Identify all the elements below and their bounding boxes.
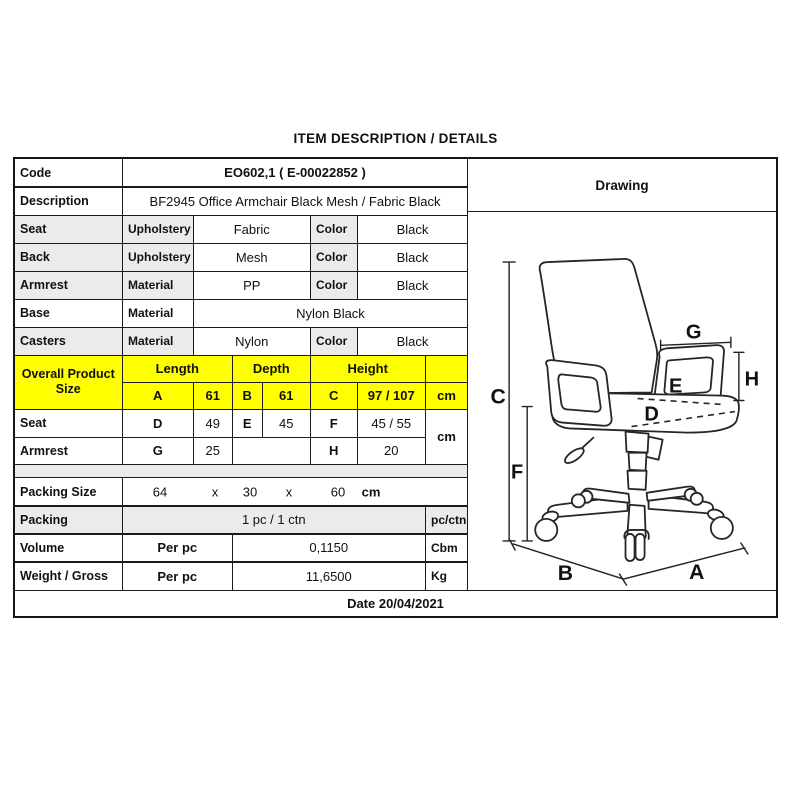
armrest-color-value: Black bbox=[358, 272, 467, 299]
caster-left-wheel bbox=[535, 519, 557, 541]
dim-label-g: G bbox=[685, 321, 702, 344]
dim-h-value: 20 bbox=[358, 438, 425, 464]
weight-value: 11,6500 bbox=[233, 563, 425, 591]
back-label: Back bbox=[15, 244, 122, 271]
casters-material: Nylon bbox=[194, 328, 310, 355]
gas-lift-segment bbox=[626, 432, 649, 453]
caster-upright bbox=[691, 493, 703, 505]
caster-front-wheel bbox=[626, 534, 635, 561]
seat-color-value: Black bbox=[358, 216, 467, 243]
back-material: Mesh bbox=[194, 244, 310, 271]
packing-size-part: x bbox=[211, 484, 219, 499]
size-unit-spacer bbox=[426, 356, 467, 382]
back-color-label: Color bbox=[311, 244, 357, 271]
drawing-header: Drawing bbox=[468, 159, 776, 212]
drawing-area bbox=[468, 212, 776, 590]
dim-f-value: 45 / 55 bbox=[358, 410, 425, 437]
spec-table bbox=[15, 159, 468, 590]
armrest-label: Armrest bbox=[15, 272, 122, 299]
code-label: Code bbox=[15, 159, 122, 186]
dim-c-value: 97 / 107 bbox=[358, 383, 425, 409]
back-attr: Upholstery bbox=[123, 244, 193, 271]
casters-attr: Material bbox=[123, 328, 193, 355]
tilt-lever-arm bbox=[581, 438, 593, 449]
armrest-size-label: Armrest bbox=[15, 438, 122, 464]
seat-size-label: Seat bbox=[15, 410, 122, 437]
overall-size-header: Overall Product Size bbox=[15, 356, 122, 409]
packing-unit: pc/ctn bbox=[426, 507, 467, 534]
dim-b-key: B bbox=[233, 383, 262, 409]
gas-lift-segment bbox=[628, 471, 647, 490]
separator-row bbox=[15, 465, 467, 477]
packing-size-label: Packing Size bbox=[15, 478, 122, 505]
dim-f-key: F bbox=[311, 410, 357, 437]
overall-unit: cm bbox=[426, 383, 467, 409]
main-area bbox=[15, 159, 776, 590]
back-color-value: Black bbox=[358, 244, 467, 271]
dim-label-c: C bbox=[490, 385, 506, 409]
chair-drawing bbox=[468, 212, 776, 590]
description-value: BF2945 Office Armchair Black Mesh / Fabric Black bbox=[123, 188, 467, 215]
dim-e-value: 45 bbox=[263, 410, 310, 437]
armrest-color-label: Color bbox=[311, 272, 357, 299]
dim-h-key: H bbox=[311, 438, 357, 464]
base-attr: Material bbox=[123, 300, 193, 327]
seat-armrest-unit: cm bbox=[426, 410, 467, 464]
volume-basis: Per pc bbox=[123, 535, 232, 562]
volume-label: Volume bbox=[15, 535, 122, 562]
armrest-attr: Material bbox=[123, 272, 193, 299]
packing-label: Packing bbox=[15, 507, 122, 534]
dim-line-f bbox=[522, 407, 532, 541]
dim-g-value: 25 bbox=[194, 438, 232, 464]
date-footer: Date 20/04/2021 bbox=[15, 590, 776, 616]
dim-e-key: E bbox=[233, 410, 262, 437]
depth-header: Depth bbox=[233, 356, 310, 382]
weight-basis: Per pc bbox=[123, 563, 232, 591]
armrest-size-spacer bbox=[233, 438, 310, 464]
spec-sheet bbox=[13, 157, 778, 618]
caster-right-wheel bbox=[711, 517, 733, 539]
dim-label-e: E bbox=[668, 375, 683, 398]
dim-d-key: D bbox=[123, 410, 193, 437]
packing-value: 1 pc / 1 ctn bbox=[123, 507, 425, 534]
armrest-material: PP bbox=[194, 272, 310, 299]
weight-label: Weight / Gross bbox=[15, 563, 122, 591]
description-label: Description bbox=[15, 188, 122, 215]
packing-size-part: 30 bbox=[242, 484, 258, 499]
dim-line-h bbox=[734, 352, 744, 400]
dim-label-d: D bbox=[644, 403, 659, 426]
seat-color-label: Color bbox=[311, 216, 357, 243]
weight-unit: Kg bbox=[426, 563, 467, 591]
packing-size-unit: cm bbox=[361, 484, 381, 499]
dim-b-value: 61 bbox=[263, 383, 310, 409]
packing-size-value bbox=[123, 478, 467, 505]
code-value: EO602,1 ( E-00022852 ) bbox=[123, 159, 467, 186]
dim-label-a: A bbox=[689, 561, 705, 585]
casters-color-label: Color bbox=[311, 328, 357, 355]
packing-size-part: x bbox=[285, 484, 293, 499]
seat-attr: Upholstery bbox=[123, 216, 193, 243]
volume-value: 0,1150 bbox=[233, 535, 425, 562]
dim-g-key: G bbox=[123, 438, 193, 464]
caster-front-wheel bbox=[636, 534, 645, 560]
base-label: Base bbox=[15, 300, 122, 327]
drawing-panel bbox=[468, 159, 776, 590]
packing-size-part: 64 bbox=[152, 484, 168, 499]
seat-label: Seat bbox=[15, 216, 122, 243]
base-material: Nylon Black bbox=[194, 300, 467, 327]
casters-label: Casters bbox=[15, 328, 122, 355]
volume-unit: Cbm bbox=[426, 535, 467, 562]
height-header: Height bbox=[311, 356, 425, 382]
tilt-lever-paddle bbox=[563, 446, 586, 466]
dim-label-h: H bbox=[744, 368, 760, 391]
dim-d-value: 49 bbox=[194, 410, 232, 437]
page-title: ITEM DESCRIPTION / DETAILS bbox=[293, 131, 498, 146]
dim-a-value: 61 bbox=[194, 383, 232, 409]
gas-lift-segment bbox=[629, 453, 647, 471]
dim-label-f: F bbox=[511, 461, 524, 484]
dim-a-key: A bbox=[123, 383, 193, 409]
seat-material: Fabric bbox=[194, 216, 310, 243]
packing-size-part: 60 bbox=[330, 484, 346, 499]
length-header: Length bbox=[123, 356, 232, 382]
chair-armrest-left-inner bbox=[558, 374, 600, 411]
casters-color-value: Black bbox=[358, 328, 467, 355]
dim-c-key: C bbox=[311, 383, 357, 409]
caster-upleft bbox=[572, 494, 585, 507]
dim-label-b: B bbox=[557, 562, 573, 586]
